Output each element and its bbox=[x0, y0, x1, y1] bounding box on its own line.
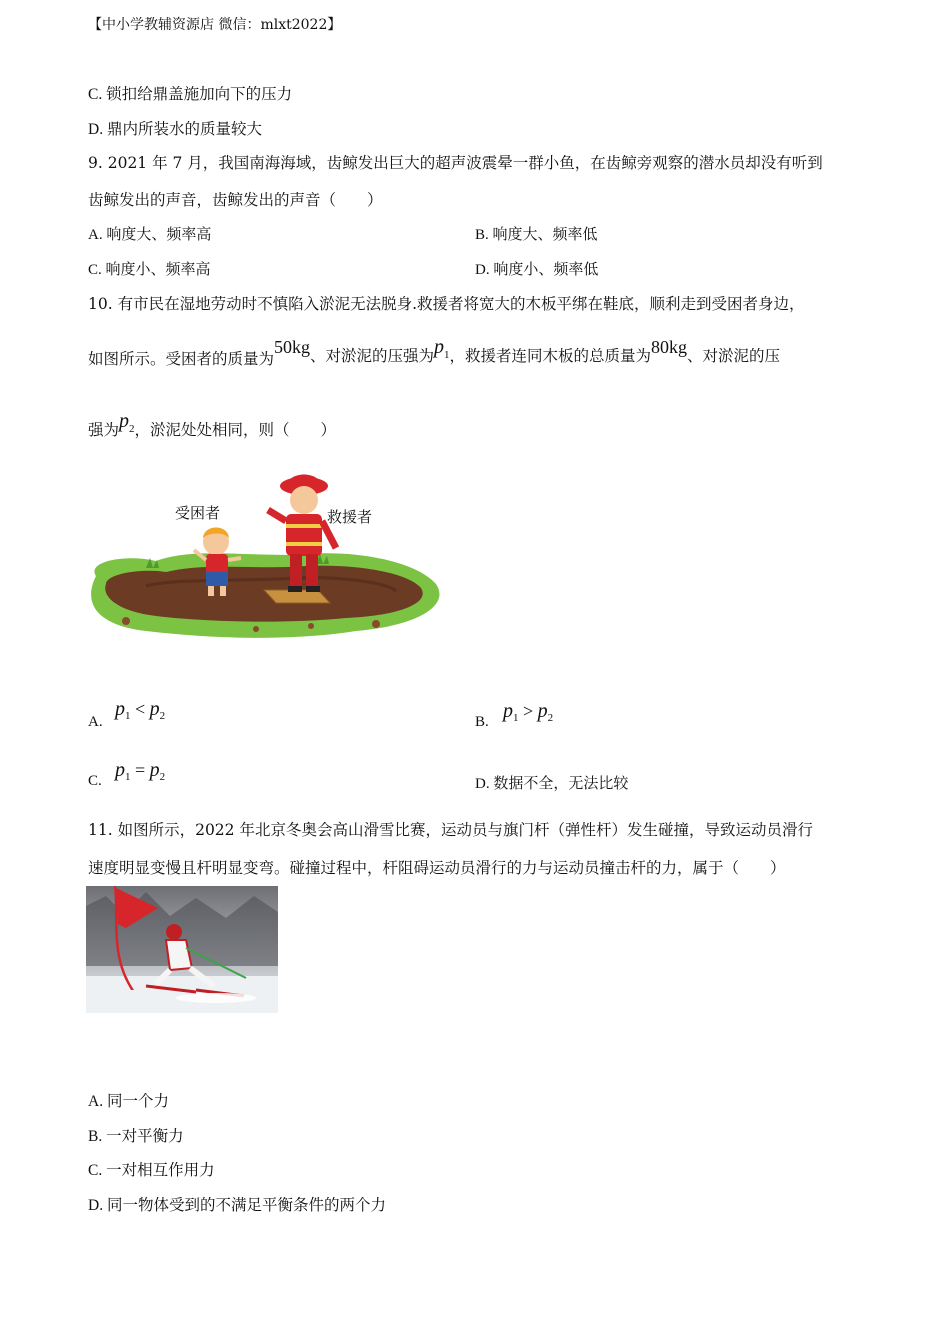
q10-option-c-expr: $p_1 = p_2$ bbox=[115, 759, 166, 783]
q8-option-d: D. 鼎内所装水的质量较大 bbox=[88, 121, 262, 138]
q11-option-b: B. 一对平衡力 bbox=[88, 1128, 184, 1145]
q11-stem-line1: 11. 如图所示，2022 年北京冬奥会高山滑雪比赛，运动员与旗门杆（弹性杆）发生碰撞，导致运动员滑行 bbox=[88, 821, 813, 839]
q10-stem-line1: 10. 有市民在湿地劳动时不慎陷入淤泥无法脱身.救援者将宽大的木板平绑在鞋底，顺利走到受困者身边， bbox=[88, 295, 805, 313]
q11-option-d: D. 同一物体受到的不满足平衡条件的两个力 bbox=[88, 1197, 386, 1214]
q9-stem-line1: 9. 2021 年 7 月，我国南海海域，齿鲸发出巨大的超声波震晕一群小鱼，在齿鲸旁观察的潜水员却没有听到 bbox=[88, 154, 823, 172]
q10-stem-text: 、对淤泥的压强为 bbox=[310, 347, 435, 365]
q8-option-c: C. 锁扣给鼎盖施加向下的压力 bbox=[88, 86, 293, 103]
mud-rescue-figure bbox=[86, 466, 448, 646]
q10-option-b-expr: $p_1 > p_2$ bbox=[503, 700, 554, 724]
q10-stem-line2 bbox=[88, 336, 781, 380]
p1-symbol: $p_1$ bbox=[434, 336, 450, 361]
q11-option-a: A. 同一个力 bbox=[88, 1093, 169, 1110]
q9-option-c: C. 响度小、频率高 bbox=[88, 262, 211, 278]
skier-photo bbox=[86, 886, 278, 1013]
q9-option-a: A. 响度大、频率高 bbox=[88, 227, 212, 243]
q10-stem-text: 、对淤泥的压 bbox=[687, 347, 781, 365]
q10-stem-text: 如图所示。受困者的质量为 bbox=[88, 350, 275, 368]
q11-option-c: C. 一对相互作用力 bbox=[88, 1162, 215, 1179]
mass-victim: 50kg bbox=[274, 337, 311, 357]
q10-stem-line3: 强为$p_2$，淤泥处处相同，则（ ） bbox=[88, 410, 337, 439]
q10-option-d: D. 数据不全，无法比较 bbox=[475, 776, 629, 792]
skier-illustration bbox=[86, 886, 278, 1013]
q10-option-a-expr: $p_1 < p_2$ bbox=[115, 698, 166, 722]
page-header: 【中小学教辅资源店 微信：mlxt2022】 bbox=[88, 17, 342, 33]
p2-symbol: $p_2$ bbox=[119, 410, 135, 435]
q10-option-c-letter: C. bbox=[88, 773, 102, 789]
mass-rescuer: 80kg bbox=[651, 337, 688, 357]
label-victim: 受困者 bbox=[175, 504, 221, 522]
q10-stem-text: ，救援者连同木板的总质量为 bbox=[449, 347, 652, 365]
q9-option-d: D. 响度小、频率低 bbox=[475, 262, 599, 278]
q11-stem-line2: 速度明显变慢且杆明显变弯。碰撞过程中，杆阻碍运动员滑行的力与运动员撞击杆的力，属于（ ） bbox=[88, 859, 786, 877]
q10-option-a-letter: A. bbox=[88, 714, 103, 730]
label-rescuer: 救援者 bbox=[327, 508, 373, 526]
mud-rescue-illustration bbox=[86, 466, 448, 646]
q9-option-b: B. 响度大、频率低 bbox=[475, 227, 598, 243]
q9-stem-line2: 齿鲸发出的声音，齿鲸发出的声音（ ） bbox=[88, 191, 383, 209]
q10-option-b-letter: B. bbox=[475, 714, 489, 730]
